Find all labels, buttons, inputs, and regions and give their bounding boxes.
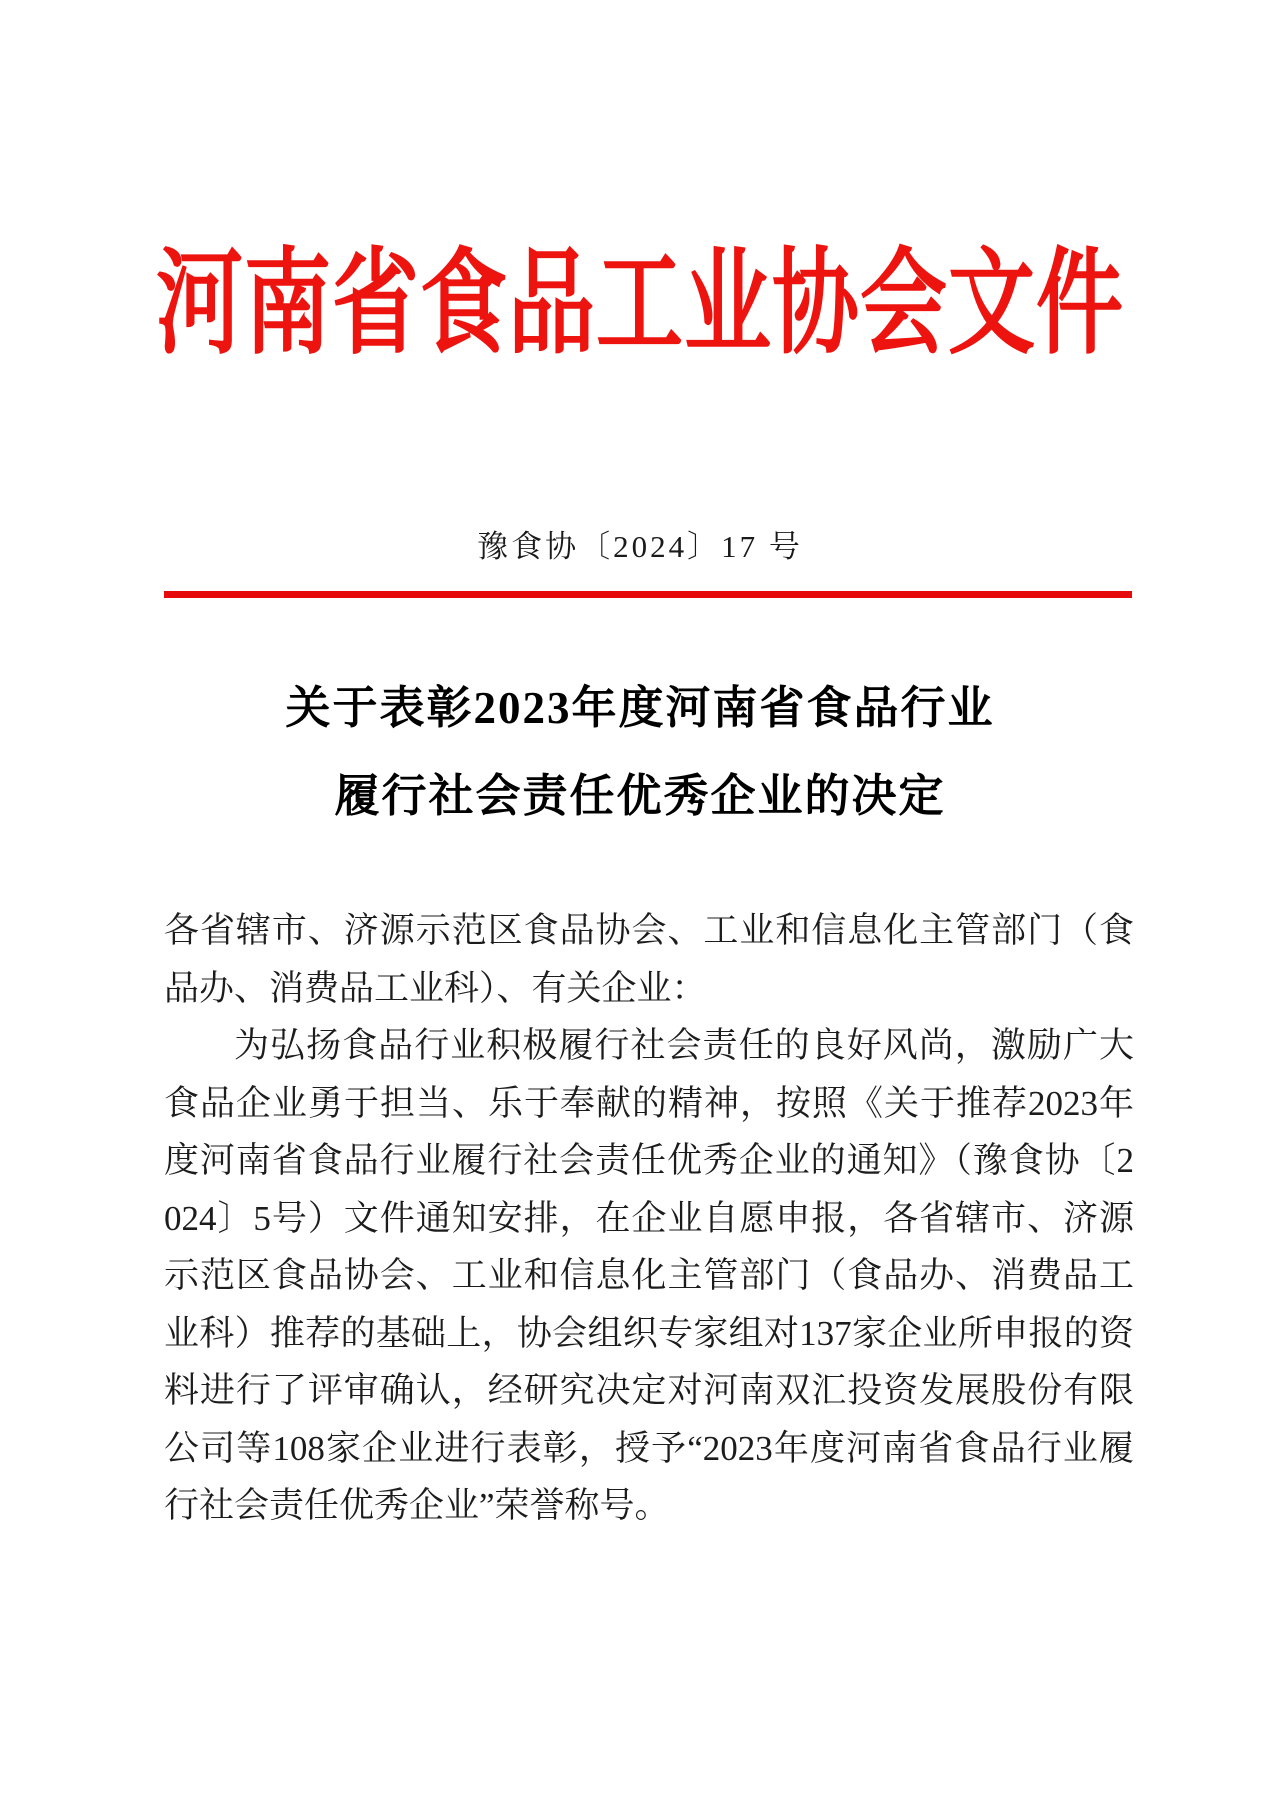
body-line: 品办、消费品工业科）、有关企业：: [164, 968, 707, 1008]
body-line: 业科）推荐的基础上，协会组织专家组对137家企业所申报的资: [164, 1313, 1134, 1353]
body-line: 为弘扬食品行业积极履行社会责任的良好风尚，激励广大: [234, 1026, 1134, 1065]
body-line: 公司等108家企业进行表彰，授予“2023年度河南省食品行业履: [164, 1428, 1134, 1468]
body-line: 行社会责任优秀企业”荣誉称号。: [164, 1486, 670, 1525]
doc-number: 豫食协〔2024〕17 号: [477, 529, 803, 564]
doc-title-line2: 履行社会责任优秀企业的决定: [334, 771, 946, 821]
body-line: 食品企业勇于担当、乐于奉献的精神，按照《关于推荐2023年: [164, 1083, 1134, 1123]
doc-title: [0, 664, 1280, 840]
body-line: 各省辖市、济源示范区食品协会、工业和信息化主管部门（食: [164, 911, 1134, 950]
body-text-block: [164, 902, 1134, 1535]
org-header-title: 河南省食品工业协会文件: [156, 239, 1124, 368]
doc-title-line1: 关于表彰2023年度河南省食品行业: [285, 683, 995, 733]
red-divider-line: [164, 591, 1132, 598]
body-line: 料进行了评审确认，经研究决定对河南双汇投资发展股份有限: [164, 1371, 1134, 1410]
body-line: 示范区食品协会、工业和信息化主管部门（食品办、消费品工: [164, 1256, 1134, 1295]
body-line: 度河南省食品行业履行社会责任优秀企业的通知》（豫食协〔2: [164, 1141, 1134, 1180]
body-line: 024〕5号）文件通知安排，在企业自愿申报，各省辖市、济源: [164, 1198, 1134, 1238]
